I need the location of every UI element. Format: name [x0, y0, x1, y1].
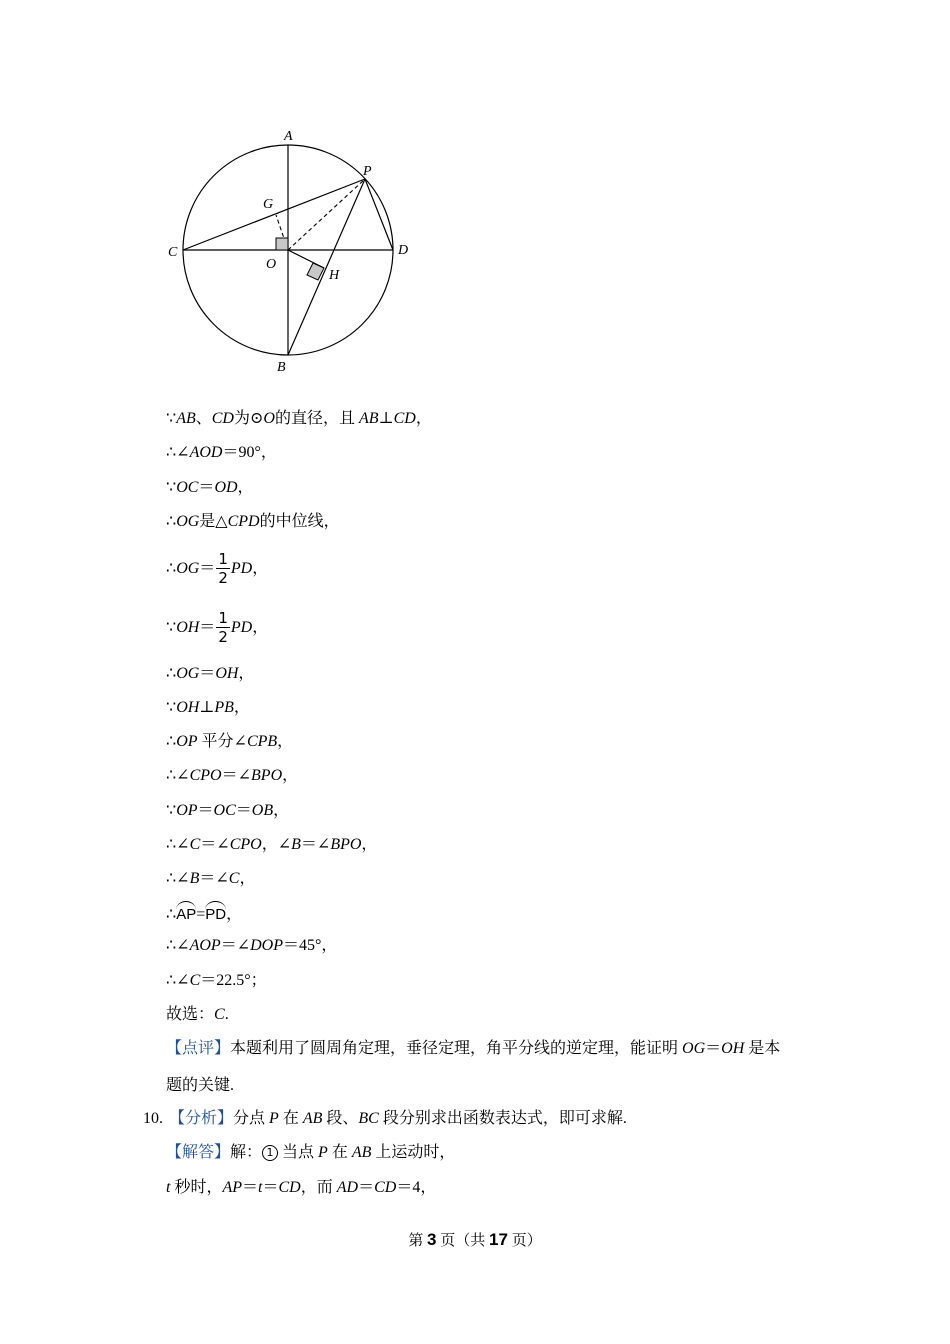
page-footer: [0, 1229, 950, 1250]
numerator: 1: [218, 550, 228, 569]
text: ，而: [300, 1179, 337, 1196]
text: ，: [239, 870, 256, 887]
text: ，: [282, 767, 299, 784]
text: 解：: [230, 1144, 263, 1161]
proof-line-3: [166, 478, 254, 500]
proof-line-12: [166, 835, 377, 857]
var: OG: [176, 560, 200, 577]
text: ，: [233, 699, 250, 716]
fraction-one-half: [216, 551, 230, 587]
text: ＝: [358, 1179, 375, 1196]
text: ＝: [199, 619, 216, 636]
var: OH: [176, 699, 200, 716]
label-h: H: [329, 268, 340, 283]
text: ＝: [197, 802, 214, 819]
var: CPO: [229, 836, 262, 853]
var: OH: [215, 665, 239, 682]
text: ＝22.5°；: [200, 972, 267, 989]
text: 当点: [282, 1144, 319, 1161]
text: ∴∠: [166, 767, 190, 784]
text: ＝∠: [200, 836, 230, 853]
proof-line-10: [166, 766, 298, 788]
text: 段、: [322, 1110, 359, 1127]
text: ∴∠: [166, 444, 190, 461]
label-b: B: [277, 360, 286, 375]
var: AOP: [189, 937, 221, 954]
text: 的直径，且: [274, 410, 359, 427]
segment-cp: [183, 179, 365, 250]
var: CD: [278, 1179, 301, 1196]
dashed-op: [288, 179, 365, 250]
comment-line-1: [166, 1039, 780, 1061]
text: ＝45°，: [283, 937, 338, 954]
label-a: A: [284, 129, 293, 144]
text: ∴∠: [166, 870, 190, 887]
text: 的中位线，: [259, 513, 340, 530]
var: AB: [358, 410, 379, 427]
proof-line-4: [166, 512, 340, 534]
var: PB: [214, 699, 234, 716]
var: AD: [336, 1179, 359, 1196]
var: AB: [302, 1110, 323, 1127]
var: BPO: [330, 836, 362, 853]
var: OC: [213, 802, 236, 819]
circled-number: 1: [262, 1145, 278, 1161]
text: 本题利用了圆周角定理，垂径定理，角平分线的逆定理，能证明: [230, 1040, 683, 1057]
text: ，: [361, 836, 378, 853]
label-c: C: [168, 245, 178, 260]
segment-pb: [288, 179, 365, 355]
proof-line-8: [166, 698, 250, 720]
var: B: [189, 870, 200, 887]
text: ＝∠: [199, 870, 229, 887]
text: ，: [237, 479, 254, 496]
text: 在: [278, 1110, 303, 1127]
var: PD: [230, 619, 253, 636]
solution-tag: 【解答】: [166, 1144, 231, 1161]
arc-ap: AP: [176, 903, 196, 923]
var: AB: [176, 410, 196, 427]
proof-line-11: [166, 801, 289, 823]
text: ，: [273, 802, 290, 819]
text: ，: [415, 410, 432, 427]
text: ＝∠: [300, 836, 331, 853]
var: P: [269, 1110, 279, 1127]
var: C: [189, 836, 201, 853]
question-10-solution: [166, 1143, 455, 1165]
var: AOD: [189, 444, 223, 461]
var: CPO: [189, 767, 222, 784]
text: ∴: [166, 513, 177, 530]
var: AB: [351, 1144, 372, 1161]
text: ∴∠: [166, 972, 190, 989]
var: CD: [374, 1179, 397, 1196]
question-10-analysis: [143, 1109, 627, 1131]
analysis-tag: 【分析】: [169, 1110, 234, 1127]
var: AP: [222, 1179, 243, 1196]
text: ，: [226, 906, 243, 923]
var: t: [166, 1179, 171, 1196]
text: ＝: [198, 479, 215, 496]
text: ＝4，: [396, 1179, 437, 1196]
page-number: 3: [427, 1230, 437, 1249]
text: ⊥: [199, 699, 215, 716]
var: B: [291, 836, 301, 853]
answer-line: [166, 1005, 229, 1027]
var: OD: [214, 479, 238, 496]
text: 页）: [507, 1233, 542, 1249]
text: ∴: [166, 906, 177, 923]
proof-line-6: [166, 607, 268, 649]
text: ∴∠: [166, 836, 190, 853]
text: 在: [327, 1144, 352, 1161]
text: 秒时，: [170, 1179, 223, 1196]
var: O: [263, 410, 275, 427]
text: ∴: [166, 733, 177, 750]
text: ∵: [166, 619, 177, 636]
text: ，: [277, 733, 294, 750]
numerator: 1: [218, 609, 228, 628]
var: OH: [721, 1040, 745, 1057]
var: C: [214, 1006, 225, 1023]
question-number: 10.: [143, 1110, 163, 1127]
segment-pd: [365, 179, 393, 250]
var: PD: [230, 560, 253, 577]
text: ＝: [242, 1179, 259, 1196]
var: DOP: [250, 937, 284, 954]
var: CD: [393, 410, 416, 427]
right-angle-mark-o: [276, 238, 288, 250]
text: ，: [238, 665, 255, 682]
text: ∴∠: [166, 937, 190, 954]
label-d: D: [398, 243, 409, 258]
var: C: [189, 972, 201, 989]
text: 题的关键.: [166, 1077, 235, 1094]
var: CPB: [246, 733, 278, 750]
var: P: [318, 1144, 328, 1161]
text: ＝: [262, 1179, 279, 1196]
proof-line-7: [166, 664, 254, 686]
text: ＝: [235, 802, 252, 819]
comment-tag: 【点评】: [166, 1040, 231, 1057]
var: OC: [176, 479, 199, 496]
var: OG: [176, 665, 200, 682]
text: 故选：: [166, 1006, 215, 1023]
text: 页（共: [436, 1233, 490, 1249]
text: ⊥: [378, 410, 394, 427]
text: ＝∠: [220, 937, 251, 954]
proof-line-1: [166, 409, 432, 431]
var: OH: [176, 619, 200, 636]
total-pages: 17: [489, 1230, 508, 1249]
text: 上运动时，: [371, 1144, 456, 1161]
text: 为⊙: [233, 410, 264, 427]
proof-line-15: [166, 936, 337, 958]
text: ∵: [166, 802, 177, 819]
var: CD: [211, 410, 234, 427]
text: ∴: [166, 665, 177, 682]
text: 第: [408, 1233, 428, 1249]
var: OG: [176, 513, 200, 530]
text: ∵: [166, 479, 177, 496]
var: BC: [358, 1110, 379, 1127]
denominator: 2: [218, 628, 228, 647]
text: ∵: [166, 699, 177, 716]
var: CPD: [227, 513, 260, 530]
text: ∴: [166, 560, 177, 577]
text: ＝: [705, 1040, 722, 1057]
text: ＝: [199, 560, 216, 577]
var: t: [258, 1179, 263, 1196]
text: ，∠: [261, 836, 292, 853]
text: ＝: [199, 665, 216, 682]
text: 是△: [199, 513, 228, 530]
arc-pd: PD: [205, 903, 226, 923]
proof-line-9: [166, 732, 293, 754]
text: 是本: [744, 1040, 781, 1057]
proof-line-16: [166, 971, 267, 993]
proof-line-2: [166, 443, 277, 465]
fraction-one-half: [216, 610, 230, 646]
question-10-line-2: [166, 1178, 436, 1200]
denominator: 2: [218, 569, 228, 588]
comment-line-2: [166, 1076, 234, 1098]
text: .: [224, 1006, 229, 1023]
text: 段分别求出函数表达式，即可求解.: [378, 1110, 627, 1127]
circle-geometry-figure: [160, 122, 420, 384]
text: 、: [195, 410, 212, 427]
proof-line-5: [166, 548, 268, 590]
text: =: [196, 906, 206, 923]
proof-line-14: [166, 903, 242, 925]
var: OG: [682, 1040, 706, 1057]
text: ∵: [166, 410, 177, 427]
text: 平分∠: [197, 733, 247, 750]
label-g: G: [263, 197, 274, 212]
text: ＝∠: [221, 767, 252, 784]
label-o: O: [266, 257, 277, 272]
var: OP: [176, 802, 198, 819]
var: BPO: [251, 767, 283, 784]
var: C: [228, 870, 240, 887]
var: OB: [251, 802, 274, 819]
label-p: P: [363, 164, 372, 179]
text: ，: [252, 560, 269, 577]
var: OP: [176, 733, 198, 750]
text: ，: [252, 619, 269, 636]
text: ＝90°，: [222, 444, 277, 461]
proof-line-13: [166, 869, 255, 891]
text: 分点: [233, 1110, 270, 1127]
